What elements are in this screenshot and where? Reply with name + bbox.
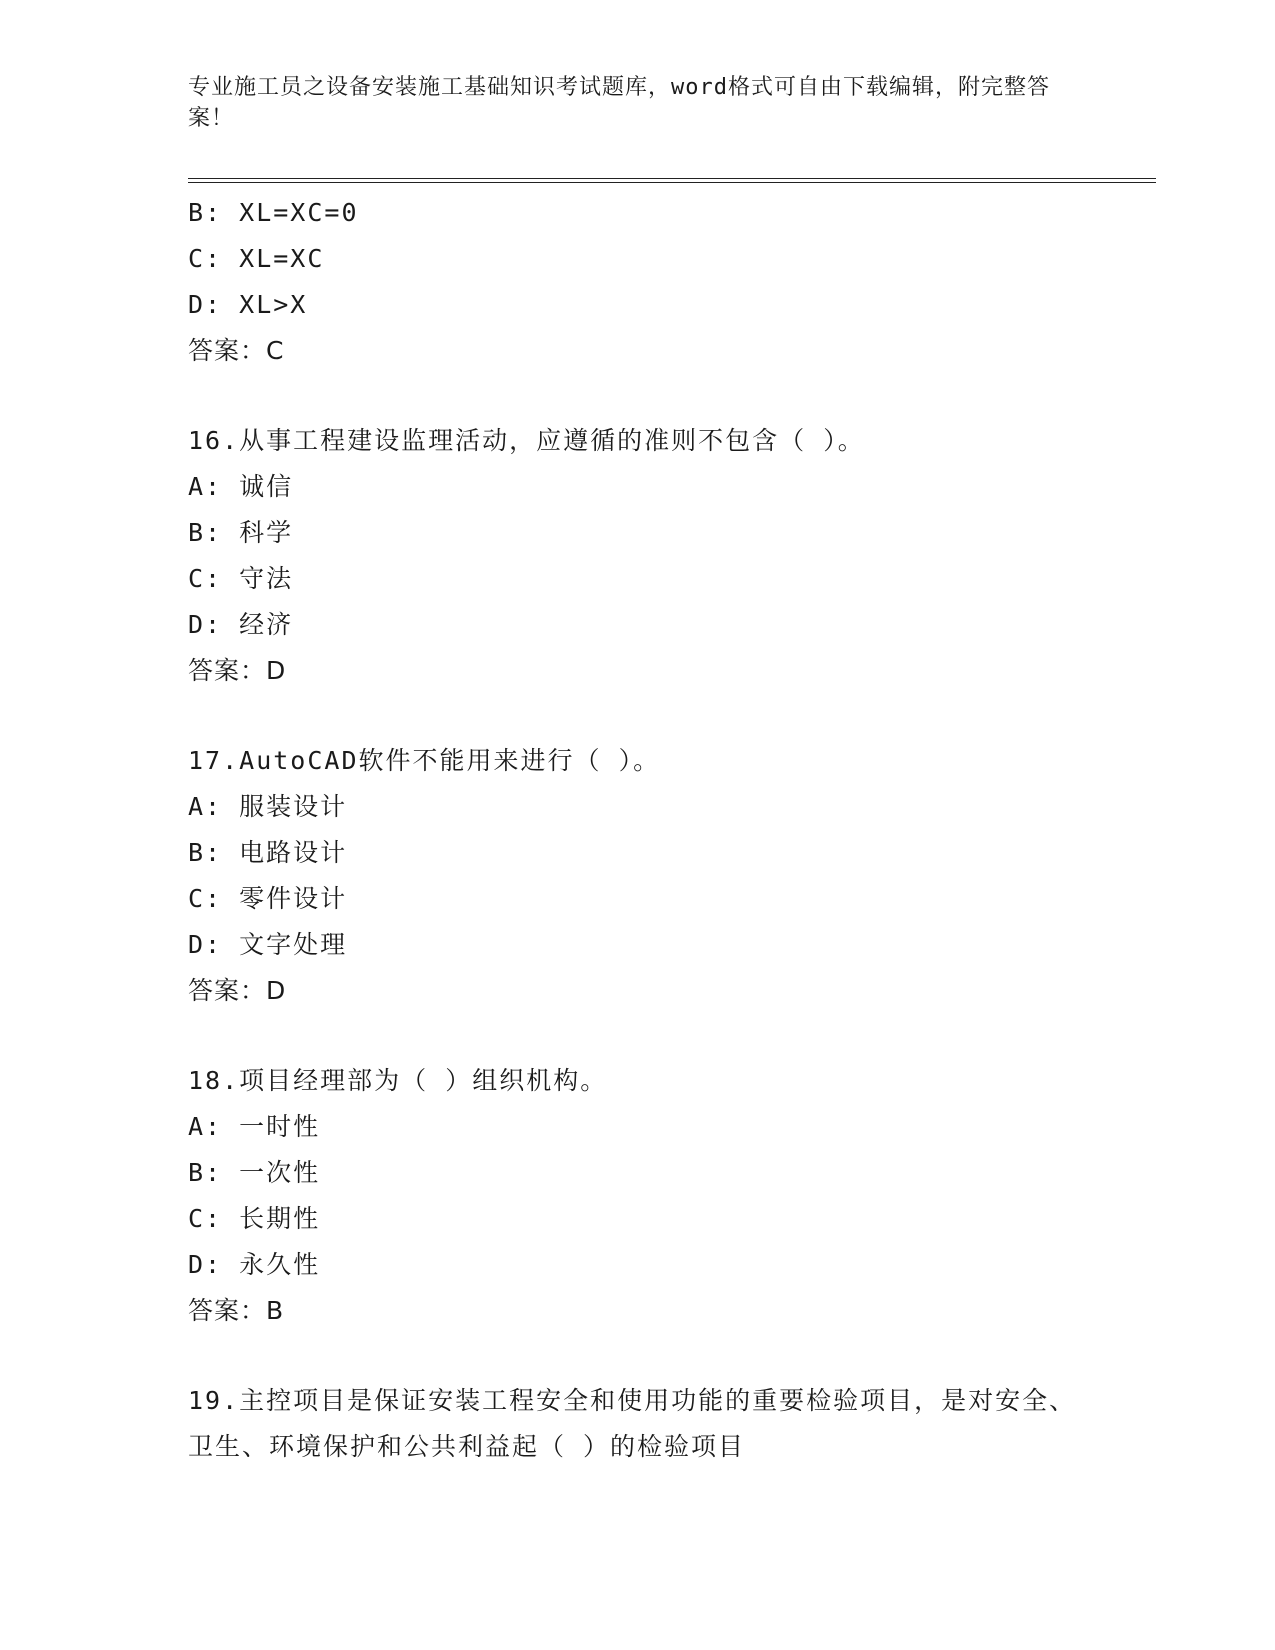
option-c: C: XL=XC bbox=[188, 244, 325, 273]
option-d: D: 经济 bbox=[188, 610, 294, 639]
option-b: B: 科学 bbox=[188, 518, 294, 547]
option-a: A: 一时性 bbox=[188, 1112, 321, 1141]
option-a: A: 服装设计 bbox=[188, 792, 348, 821]
header-double-rule bbox=[188, 178, 1156, 183]
question-stem: 18.项目经理部为（ ）组织机构。 bbox=[188, 1066, 608, 1095]
answer-line: 答案：C bbox=[188, 336, 285, 365]
question-16 bbox=[188, 418, 1088, 694]
option-d: D: 文字处理 bbox=[188, 930, 348, 959]
header-title: 专业施工员之设备安装施工基础知识考试题库，word格式可自由下载编辑，附完整答案！ bbox=[188, 75, 1050, 131]
option-c: C: 长期性 bbox=[188, 1204, 321, 1233]
answer-line: 答案：B bbox=[188, 1296, 285, 1325]
option-a: A: 诚信 bbox=[188, 472, 294, 501]
spacer bbox=[188, 1014, 1088, 1058]
answer-line: 答案：D bbox=[188, 976, 287, 1005]
option-d: D: XL>X bbox=[188, 290, 308, 319]
option-b: B: 一次性 bbox=[188, 1158, 321, 1187]
spacer bbox=[188, 694, 1088, 738]
option-c: C: 守法 bbox=[188, 564, 294, 593]
document-header bbox=[188, 72, 1088, 134]
question-19 bbox=[188, 1378, 1088, 1470]
question-list bbox=[188, 190, 1088, 1470]
answer-line: 答案：D bbox=[188, 656, 287, 685]
option-b: B: 电路设计 bbox=[188, 838, 348, 867]
spacer bbox=[188, 1334, 1088, 1378]
question-stem: 19.主控项目是保证安装工程安全和使用功能的重要检验项目，是对安全、卫生、环境保护和公共利益起（ ）的检验项目 bbox=[188, 1386, 1077, 1461]
spacer bbox=[188, 374, 1088, 418]
question-stem: 16.从事工程建设监理活动，应遵循的准则不包含（ ）。 bbox=[188, 426, 865, 455]
question-carryover bbox=[188, 190, 1088, 374]
question-17 bbox=[188, 738, 1088, 1014]
question-stem: 17.AutoCAD软件不能用来进行（ ）。 bbox=[188, 746, 661, 775]
option-c: C: 零件设计 bbox=[188, 884, 348, 913]
question-18 bbox=[188, 1058, 1088, 1334]
option-b: B: XL=XC=0 bbox=[188, 198, 359, 227]
option-d: D: 永久性 bbox=[188, 1250, 321, 1279]
